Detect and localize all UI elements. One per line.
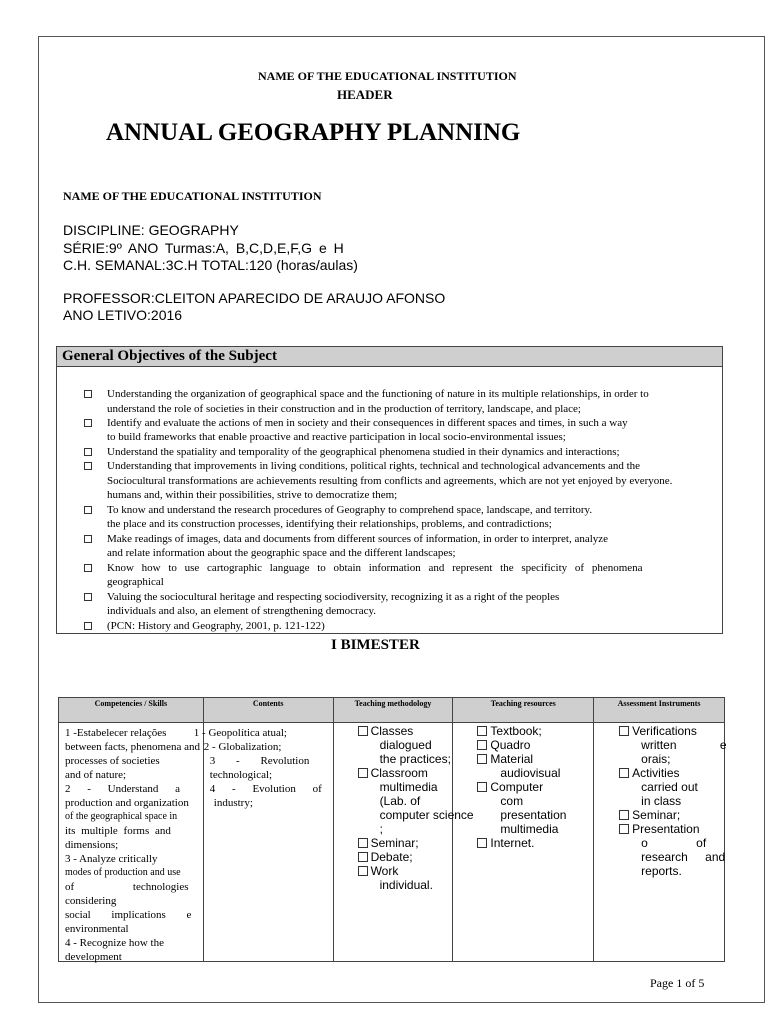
serie-line: SÉRIE:9º ANO Turmas:A, B,C,D,E,F,G e H: [63, 240, 344, 256]
planning-table: [58, 697, 725, 962]
methodology-cell: [333, 723, 474, 962]
cell-line: presentation: [500, 808, 567, 822]
checkbox-icon: [477, 838, 487, 848]
objective-line: Sociocultural transformations are achievements resulting from conflicts and agreements, which are not yet enjoyed by everyone.: [107, 475, 673, 487]
bullet-icon: [84, 416, 94, 426]
cell-line: reports.: [641, 864, 682, 878]
column-header: Teaching resources: [453, 698, 594, 723]
cell-line: Work: [358, 864, 399, 878]
checkbox-icon: [619, 726, 629, 736]
bullet-icon: [84, 387, 94, 397]
objective-line: individuals and also, an element of strengthening democracy.: [107, 605, 377, 617]
bullet-icon: [84, 532, 94, 542]
cell-line: social implications e: [65, 909, 192, 921]
objective-line: Understanding the organization of geographical space and the functioning of nature in its multiple relationships, in order to: [107, 388, 649, 400]
cell-line: technological;: [209, 769, 273, 781]
objective-line: and relate information about the geographic space and the different landscapes;: [107, 547, 456, 559]
cell-line: processes of societies: [65, 755, 160, 767]
checkbox-icon: [619, 768, 629, 778]
checkbox-icon: [358, 852, 368, 862]
cell-line: industry;: [213, 797, 253, 809]
cell-line: dialogued: [379, 738, 432, 752]
checkbox-icon: [358, 838, 368, 848]
ch-line: C.H. SEMANAL:3C.H TOTAL:120 (horas/aulas): [63, 257, 358, 273]
cell-line: production and organization: [65, 797, 189, 809]
checkbox-icon: [477, 782, 487, 792]
cell-line: Quadro: [477, 738, 530, 752]
cell-line: Activities: [619, 766, 679, 780]
cell-line: o of: [641, 836, 707, 850]
checkbox-icon: [619, 824, 629, 834]
objective-line: To know and understand the research procedures of Geography to comprehend space, landscape, and territory.: [107, 504, 593, 516]
checkbox-icon: [358, 726, 368, 736]
discipline-line: DISCIPLINE: GEOGRAPHY: [63, 222, 239, 238]
objective-line: to build frameworks that enable proactive and reactive participation in local socio-environmental issues;: [107, 431, 566, 443]
objective-line: understand the role of societies in their construction and in the production of territory, landscape, and place;: [107, 403, 581, 415]
objective-line: humans and, within their possibilities, strive to democratize them;: [107, 489, 398, 501]
column-header: Assessment Instruments: [594, 698, 725, 723]
cell-line: of technologies: [65, 881, 189, 893]
cell-line: 3 - Analyze critically: [65, 853, 158, 865]
cell-line: 3 - Revolution: [209, 755, 310, 767]
header-institution: NAME OF THE EDUCATIONAL INSTITUTION: [258, 69, 517, 83]
institution-name: NAME OF THE EDUCATIONAL INSTITUTION: [63, 189, 322, 203]
column-header: Contents: [203, 698, 333, 723]
column-header: Teaching methodology: [333, 698, 453, 723]
competencies-cell: [59, 723, 204, 962]
cell-line: orais;: [641, 752, 671, 766]
cell-line: and of nature;: [65, 769, 127, 781]
professor-line: PROFESSOR:CLEITON APARECIDO DE ARAUJO AFONSO: [63, 290, 446, 306]
page-title: ANNUAL GEOGRAPHY PLANNING: [106, 119, 521, 146]
cell-line: Debate;: [358, 850, 413, 864]
cell-line: computer science: [379, 808, 474, 822]
checkbox-icon: [358, 768, 368, 778]
checkbox-icon: [477, 754, 487, 764]
table-row: [59, 723, 725, 962]
objective-line: Identify and evaluate the actions of men in society and their consequences in different spaces and times, in such a way: [107, 417, 628, 429]
cell-line: 4 - Evolution of: [209, 783, 322, 795]
checkbox-icon: [619, 810, 629, 820]
cell-line: considering: [65, 895, 117, 907]
checkbox-icon: [477, 726, 487, 736]
bullet-icon: [84, 561, 94, 571]
cell-line: 2 - Understand a: [65, 783, 181, 795]
bullet-icon: [84, 619, 94, 629]
cell-line: Material: [477, 752, 533, 766]
cell-line: modes of production and use: [65, 867, 181, 878]
resources-cell: [453, 723, 594, 962]
cell-line: 1 -Estabelecer relações: [65, 727, 167, 739]
contents-cell: [193, 723, 333, 962]
cell-line: research and: [641, 850, 726, 864]
cell-line: Seminar;: [358, 836, 419, 850]
cell-line: audiovisual: [500, 766, 561, 780]
cell-line: dimensions;: [65, 839, 119, 851]
cell-line: (Lab. of: [379, 794, 421, 808]
cell-line: the practices;: [379, 752, 451, 766]
cell-line: 2 - Globalization;: [203, 741, 282, 753]
cell-line: 1 - Geopolítica atual;: [193, 727, 287, 739]
cell-line: Presentation: [619, 822, 699, 836]
cell-line: carried out: [641, 780, 698, 794]
bullet-icon: [84, 590, 94, 600]
cell-line: com: [500, 794, 524, 808]
checkbox-icon: [477, 740, 487, 750]
cell-line: Internet.: [477, 836, 534, 850]
assessment-cell: [594, 723, 725, 962]
cell-line: of the geographical space in: [65, 811, 178, 822]
cell-line: between facts, phenomena and: [65, 741, 200, 753]
objective-line: Make readings of images, data and documents from different sources of information, in order to interpret, analyze: [107, 533, 609, 545]
cell-line: Computer: [477, 780, 543, 794]
cell-line: Classroom: [358, 766, 428, 780]
bimester-title: I BIMESTER: [331, 637, 420, 653]
checkbox-icon: [358, 866, 368, 876]
objective-line: (PCN: History and Geography, 2001, p. 121-122): [107, 620, 325, 632]
table-header-row: [59, 698, 725, 723]
cell-line: Verifications: [619, 724, 697, 738]
cell-line: environmental: [65, 923, 129, 935]
cell-line: multimedia: [500, 822, 559, 836]
objective-line: Understand the spatiality and temporality of the geographical phenomena studied in their dynamics and interactions;: [107, 446, 620, 458]
header-word: HEADER: [337, 87, 393, 102]
cell-line: ;: [379, 822, 383, 836]
bullet-icon: [84, 459, 94, 469]
objectives-header: General Objectives of the Subject: [56, 346, 723, 367]
cell-line: development: [65, 951, 122, 963]
cell-line: 4 - Recognize how the: [65, 937, 164, 949]
objective-line: Know how to use cartographic language to obtain information and represent the specificity of phenomena: [107, 562, 643, 574]
objective-line: Valuing the sociocultural heritage and respecting sociodiversity, recognizing it as a right of the peoples: [107, 591, 560, 603]
cell-line: Seminar;: [619, 808, 680, 822]
cell-line: Textbook;: [477, 724, 541, 738]
cell-line: in class: [641, 794, 682, 808]
cell-line: multimedia: [379, 780, 438, 794]
objective-line: the place and its construction processes, identifying their relationships, problems, and contradictions;: [107, 518, 552, 530]
bullet-icon: [84, 503, 94, 513]
cell-line: individual.: [379, 878, 433, 892]
cell-line: Classes: [358, 724, 414, 738]
bullet-icon: [84, 445, 94, 455]
objective-line: Understanding that improvements in living conditions, political rights, technical and technological advancements and the: [107, 460, 641, 472]
page-number: Page 1 of 5: [650, 976, 705, 990]
column-header: Competencies / Skills: [59, 698, 204, 723]
ano-line: ANO LETIVO:2016: [63, 307, 183, 323]
objective-line: geographical: [107, 576, 164, 588]
cell-line: written e: [641, 738, 727, 752]
cell-line: its multiple forms and: [65, 825, 171, 837]
